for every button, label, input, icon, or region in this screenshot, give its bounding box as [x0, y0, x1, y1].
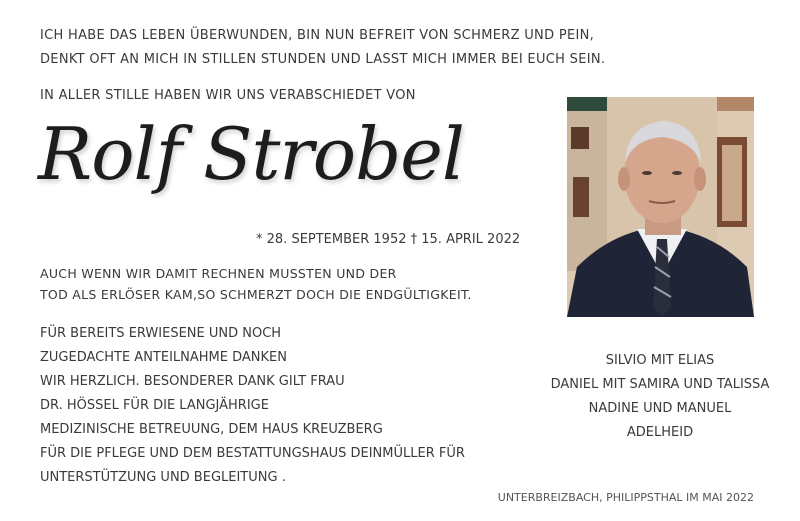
thanks-line: MEDIZINISCHE BETREUUNG, DEM HAUS KREUZBERG	[40, 422, 383, 437]
poem-line-1: ICH HABE DAS LEBEN ÜBERWUNDEN, BIN NUN BEFREIT VON SCHMERZ UND PEIN,	[40, 28, 595, 43]
portrait-photo	[567, 97, 754, 317]
deceased-name: Rolf Strobel	[38, 112, 464, 196]
acceptance-line-2: TOD ALS ERLÖSER KAM,SO SCHMERZT DOCH DIE ENDGÜLTIGKEIT.	[40, 287, 472, 302]
farewell-line: IN ALLER STILLE HABEN WIR UNS VERABSCHIEDET VON	[40, 88, 416, 103]
thanks-line: WIR HERZLICH. BESONDERER DANK GILT FRAU	[40, 374, 345, 389]
thanks-line: FÜR DIE PFLEGE UND DEM BESTATTUNGSHAUS DEINMÜLLER FÜR	[40, 446, 465, 461]
thanks-line: ZUGEDACHTE ANTEILNAHME DANKEN	[40, 350, 287, 365]
thanks-line: DR. HÖSSEL FÜR DIE LANGJÄHRIGE	[40, 398, 269, 413]
family-member: ADELHEID	[626, 425, 694, 440]
family-member: NADINE UND MANUEL	[588, 401, 732, 416]
thanks-line: UNTERSTÜTZUNG UND BEGLEITUNG .	[40, 470, 286, 485]
family-member: DANIEL MIT SAMIRA UND TALISSA	[550, 377, 770, 392]
thanks-line: FÜR BEREITS ERWIESENE UND NOCH	[40, 326, 282, 341]
life-dates: * 28. SEPTEMBER 1952 † 15. APRIL 2022	[256, 232, 521, 247]
place-date: UNTERBREIZBACH, PHILIPPSTHAL IM MAI 2022	[497, 491, 754, 504]
family-member: SILVIO MIT ELIAS	[605, 353, 715, 368]
family-list	[520, 349, 800, 445]
acceptance-line-1: AUCH WENN WIR DAMIT RECHNEN MUSSTEN UND DER	[40, 266, 397, 281]
poem-line-2: DENKT OFT AN MICH IN STILLEN STUNDEN UND LASST MICH IMMER BEI EUCH SEIN.	[40, 52, 606, 67]
